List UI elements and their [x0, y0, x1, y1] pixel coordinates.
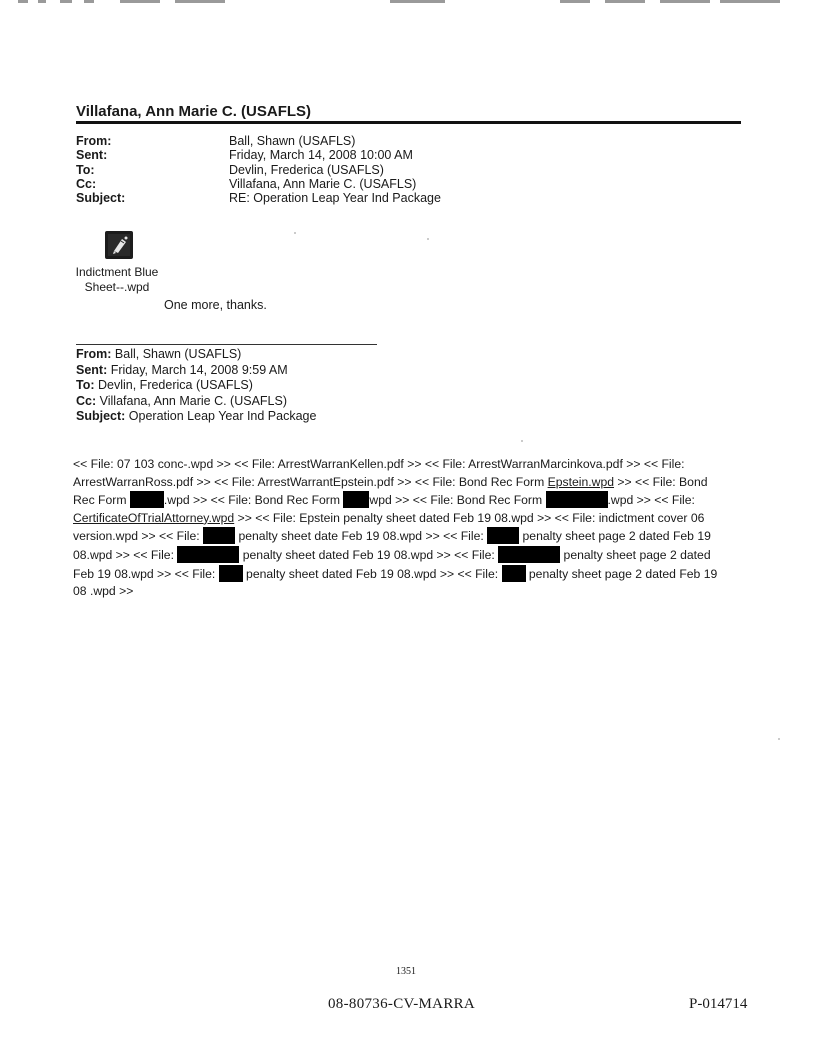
- attachment-name-line2: Sheet--.wpd: [84, 280, 150, 294]
- orig-to-value: Devlin, Frederica (USAFLS): [98, 378, 253, 392]
- file-list-text: >> << File: Bond: [614, 474, 708, 489]
- subject-label: Subject:: [76, 191, 126, 206]
- attachment-name-line1: Indictment Blue: [75, 265, 159, 279]
- redaction-box: [219, 565, 243, 582]
- file-list-line: [73, 565, 733, 584]
- from-label: From:: [76, 134, 112, 148]
- file-list-line: [73, 527, 733, 546]
- file-link[interactable]: Epstein.wpd: [547, 474, 615, 489]
- scan-speck: [294, 232, 296, 234]
- original-message-divider: [76, 344, 377, 345]
- file-list-text: >> << File: Epstein penalty sheet dated Feb 19 08.wpd >> << File: indictment cover 06: [234, 510, 705, 525]
- orig-from-label: From:: [76, 347, 112, 361]
- redaction-box: [343, 491, 369, 508]
- orig-subject-row: [76, 409, 316, 425]
- orig-to-label: To:: [76, 378, 95, 392]
- scan-speck: [521, 440, 523, 442]
- file-list-text: wpd >> << File: Bond Rec Form: [369, 493, 546, 508]
- redaction-box: [130, 491, 164, 508]
- redaction-box: [498, 546, 560, 563]
- message-body: One more, thanks.: [164, 298, 267, 312]
- case-number: 08-80736-CV-MARRA: [328, 996, 476, 1012]
- file-list-text: 08 .wpd >>: [73, 584, 134, 599]
- file-list-line: [73, 510, 733, 528]
- cc-label: Cc:: [76, 176, 97, 191]
- wordperfect-document-icon[interactable]: [105, 231, 133, 259]
- file-list-text: << File: 07 103 conc-.wpd >> << File: ArrestWarranKellen.pdf >> << File: ArrestWarranMarcinkova.pdf >> << File:: [73, 457, 685, 471]
- scan-edge-artifact: [0, 0, 821, 8]
- redaction-box: [546, 491, 608, 508]
- header-divider: [76, 121, 741, 124]
- orig-sent-label: Sent:: [76, 362, 108, 377]
- mailbox-title: Villafana, Ann Marie C. (USAFLS): [76, 103, 312, 120]
- file-list-text: version.wpd >> << File:: [73, 529, 204, 544]
- attachment-filename[interactable]: [62, 265, 172, 295]
- file-list-text: penalty sheet page 2 dated Feb 19: [519, 529, 711, 544]
- orig-to-row: [76, 378, 316, 394]
- redaction-box: [203, 527, 235, 544]
- to-value: Devlin, Frederica (USAFLS): [229, 162, 384, 177]
- orig-sent-row: [76, 363, 316, 379]
- bates-number: P-014714: [689, 996, 748, 1012]
- file-list-text: ArrestWarranRoss.pdf >> << File: ArrestWarrantEpstein.pdf >> << File: Bond Rec Form: [73, 474, 548, 489]
- orig-sent-value: Friday, March 14, 2008 9:59 AM: [110, 362, 288, 377]
- file-list-line: [73, 583, 733, 601]
- subject-value: RE: Operation Leap Year Ind Package: [229, 191, 441, 206]
- orig-cc-row: [76, 394, 316, 410]
- scan-speck: [427, 238, 429, 240]
- file-list-text: 08.wpd >> << File:: [73, 547, 178, 562]
- cc-value: Villafana, Ann Marie C. (USAFLS): [229, 176, 417, 191]
- from-value: Ball, Shawn (USAFLS): [229, 134, 356, 148]
- redaction-box: [487, 527, 519, 544]
- file-list-text: penalty sheet page 2 dated Feb 19: [525, 566, 718, 581]
- attachment-file-list: [73, 456, 733, 601]
- file-list-line: [73, 491, 733, 510]
- page-number: 1351: [396, 966, 416, 977]
- to-label: To:: [76, 162, 95, 177]
- orig-subject-label: Subject:: [76, 409, 126, 423]
- orig-cc-label: Cc:: [76, 393, 97, 408]
- file-list-text: Feb 19 08.wpd >> << File:: [73, 566, 219, 581]
- redaction-box: [177, 546, 239, 563]
- redaction-box: [502, 565, 526, 582]
- orig-subject-value: Operation Leap Year Ind Package: [128, 409, 317, 423]
- file-list-text: .wpd >> << File:: [607, 493, 695, 508]
- file-list-line: [73, 546, 733, 565]
- file-list-text: penalty sheet page 2 dated: [560, 547, 711, 562]
- file-list-line: [73, 456, 733, 474]
- scan-speck: [778, 738, 780, 740]
- file-list-text: penalty sheet dated Feb 19 08.wpd >> << File:: [242, 566, 502, 581]
- file-list-text: penalty sheet dated Feb 19 08.wpd >> << File:: [239, 547, 499, 562]
- orig-from-row: [76, 347, 316, 363]
- file-list-text: penalty sheet date Feb 19 08.wpd >> << File:: [235, 529, 488, 544]
- original-message-header: [76, 347, 316, 425]
- file-link[interactable]: CertificateOfTrialAttorney.wpd: [73, 510, 235, 525]
- orig-cc-value: Villafana, Ann Marie C. (USAFLS): [99, 393, 287, 408]
- orig-from-value: Ball, Shawn (USAFLS): [114, 347, 242, 361]
- file-list-text: Rec Form: [73, 493, 130, 508]
- file-list-line: [73, 474, 733, 492]
- file-list-text: .wpd >> << File: Bond Rec Form: [163, 493, 344, 508]
- sent-label: Sent:: [76, 148, 108, 163]
- sent-value: Friday, March 14, 2008 10:00 AM: [229, 148, 413, 163]
